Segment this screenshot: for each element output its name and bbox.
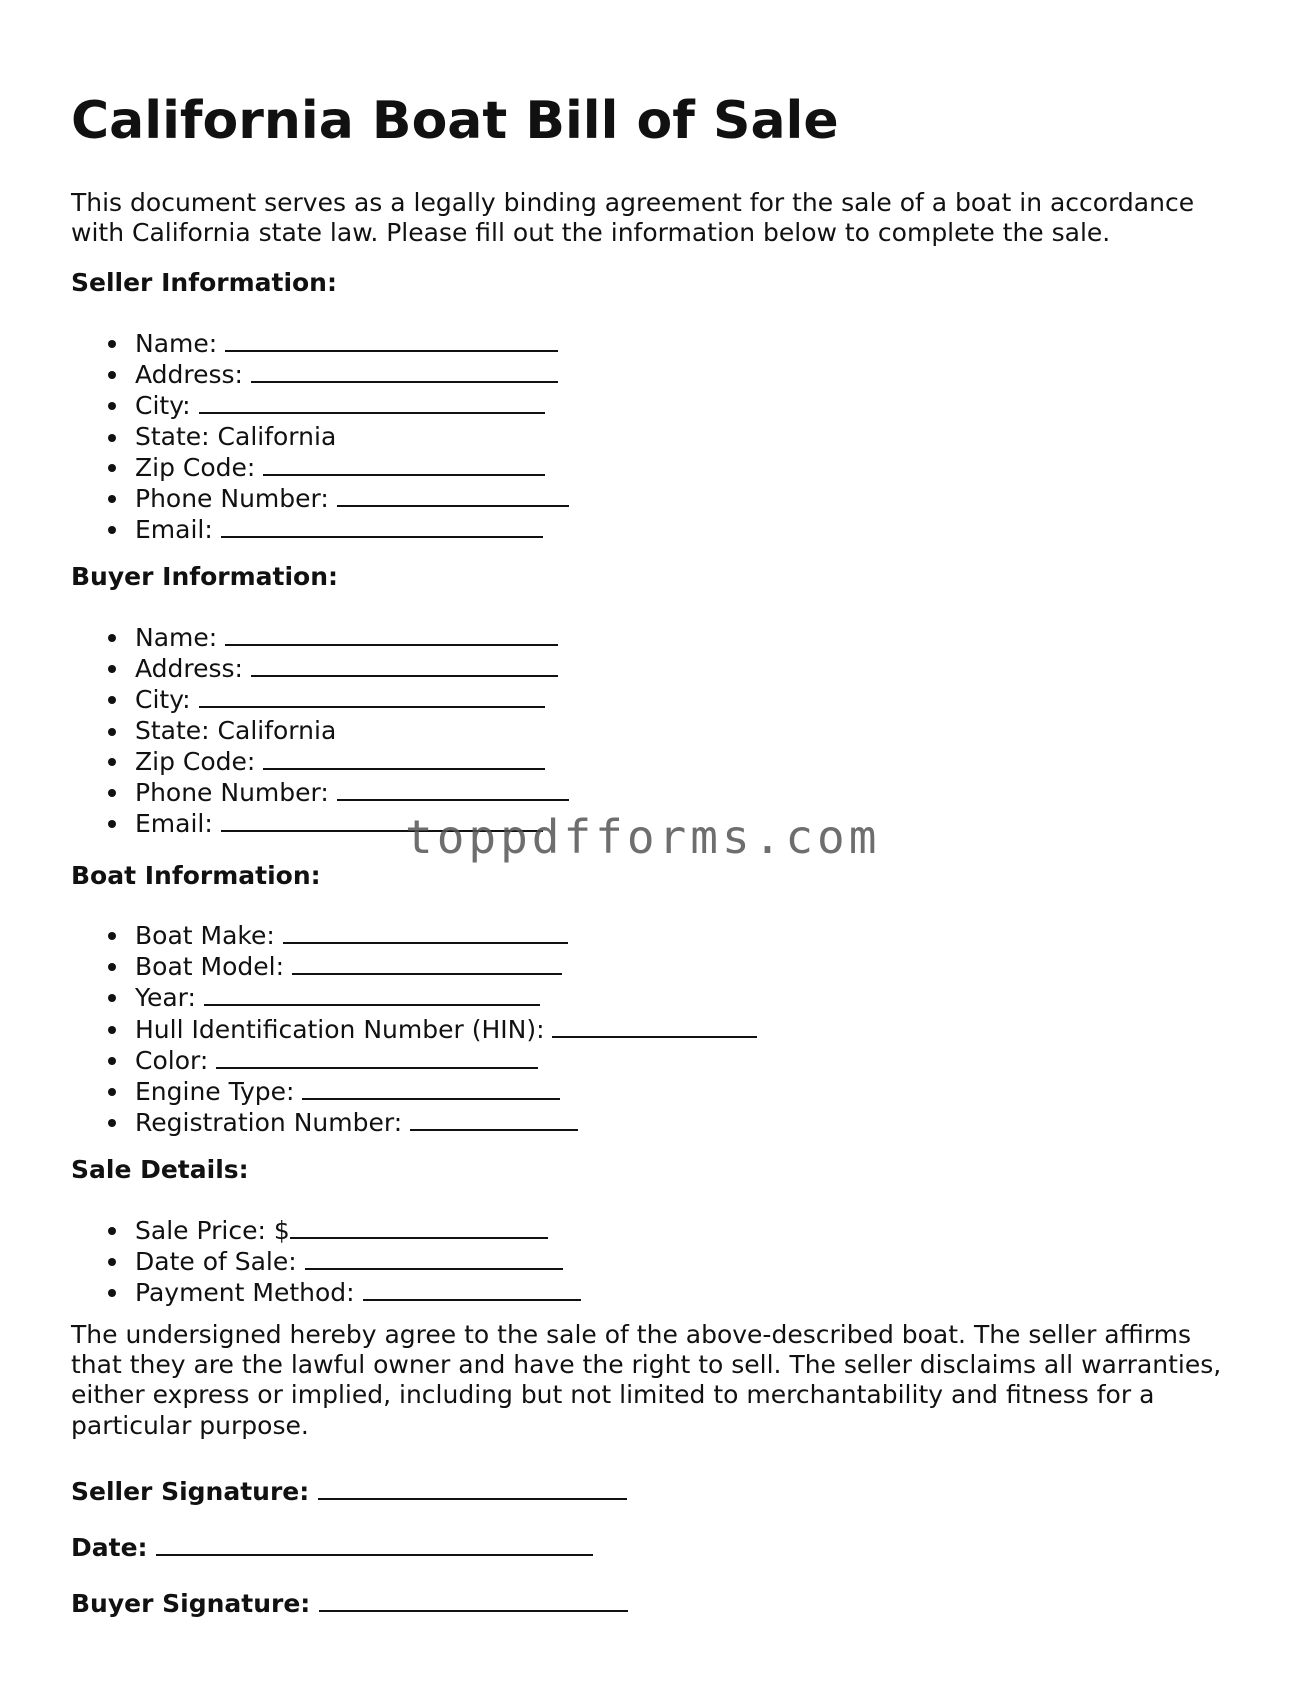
page-title: California Boat Bill of Sale	[71, 91, 839, 151]
boat-hin-input[interactable]	[552, 1014, 757, 1038]
boat-engine-type-field: Engine Type:	[71, 1076, 757, 1107]
date-input[interactable]	[156, 1532, 593, 1556]
seller-name-input[interactable]	[225, 328, 558, 352]
buyer-fields-list	[71, 622, 569, 839]
date-line: Date:	[71, 1532, 593, 1563]
boat-model-input[interactable]	[292, 951, 562, 975]
buyer-city-field: City:	[71, 684, 569, 715]
seller-email-field: Email:	[71, 514, 569, 545]
buyer-phone-field: Phone Number:	[71, 777, 569, 808]
boat-section-heading: Boat Information:	[71, 861, 321, 890]
seller-zip-input[interactable]	[263, 452, 545, 476]
seller-zip-field: Zip Code:	[71, 452, 569, 483]
seller-name-field: Name:	[71, 328, 569, 359]
buyer-zip-input[interactable]	[263, 746, 545, 770]
boat-make-input[interactable]	[283, 920, 568, 944]
closing-paragraph: The undersigned hereby agree to the sale of the above-described boat. The seller affirms that they are the lawful owner and have the right to sell. The seller disclaims all warranties, either express or implied, including but not limited to merchantability and fitness for a particular purpose.	[71, 1320, 1222, 1440]
boat-color-field: Color:	[71, 1045, 757, 1076]
sale-date-input[interactable]	[305, 1246, 563, 1270]
buyer-email-field: Email:	[71, 808, 569, 839]
seller-signature-input[interactable]	[318, 1476, 627, 1500]
buyer-name-input[interactable]	[225, 622, 558, 646]
boat-make-field: Boat Make:	[71, 920, 757, 951]
boat-registration-field: Registration Number:	[71, 1107, 757, 1138]
seller-city-field: City:	[71, 390, 569, 421]
buyer-state-field: State: California	[71, 716, 569, 746]
sale-price-field: Sale Price: $	[71, 1215, 581, 1246]
buyer-address-input[interactable]	[251, 653, 558, 677]
boat-registration-input[interactable]	[410, 1107, 578, 1131]
seller-section-heading: Seller Information:	[71, 268, 337, 297]
buyer-phone-input[interactable]	[337, 777, 569, 801]
sale-payment-method-input[interactable]	[363, 1277, 581, 1301]
sale-price-input[interactable]	[290, 1215, 548, 1239]
boat-year-field: Year:	[71, 982, 757, 1013]
buyer-signature-line: Buyer Signature:	[71, 1588, 628, 1619]
buyer-section-heading: Buyer Information:	[71, 562, 339, 591]
sale-payment-method-field: Payment Method:	[71, 1277, 581, 1308]
boat-year-input[interactable]	[204, 982, 540, 1006]
watermark: toppdfforms.com	[405, 810, 881, 864]
sale-date-field: Date of Sale:	[71, 1246, 581, 1277]
boat-engine-type-input[interactable]	[302, 1076, 560, 1100]
sale-fields-list	[71, 1215, 581, 1309]
boat-color-input[interactable]	[216, 1045, 538, 1069]
seller-phone-input[interactable]	[337, 483, 569, 507]
buyer-zip-field: Zip Code:	[71, 746, 569, 777]
seller-city-input[interactable]	[199, 390, 545, 414]
boat-hin-field: Hull Identification Number (HIN):	[71, 1014, 757, 1045]
boat-model-field: Boat Model:	[71, 951, 757, 982]
seller-phone-field: Phone Number:	[71, 483, 569, 514]
seller-signature-line: Seller Signature:	[71, 1476, 627, 1507]
seller-state-field: State: California	[71, 422, 569, 452]
seller-email-input[interactable]	[221, 514, 543, 538]
seller-address-input[interactable]	[251, 359, 558, 383]
buyer-signature-input[interactable]	[319, 1588, 628, 1612]
sale-section-heading: Sale Details:	[71, 1155, 249, 1184]
intro-paragraph: This document serves as a legally binding agreement for the sale of a boat in accordance with California state law. Please fill out the information below to complete the sale.	[71, 188, 1195, 247]
seller-address-field: Address:	[71, 359, 569, 390]
buyer-city-input[interactable]	[199, 684, 545, 708]
buyer-address-field: Address:	[71, 653, 569, 684]
boat-fields-list	[71, 920, 757, 1138]
seller-fields-list	[71, 328, 569, 545]
buyer-name-field: Name:	[71, 622, 569, 653]
